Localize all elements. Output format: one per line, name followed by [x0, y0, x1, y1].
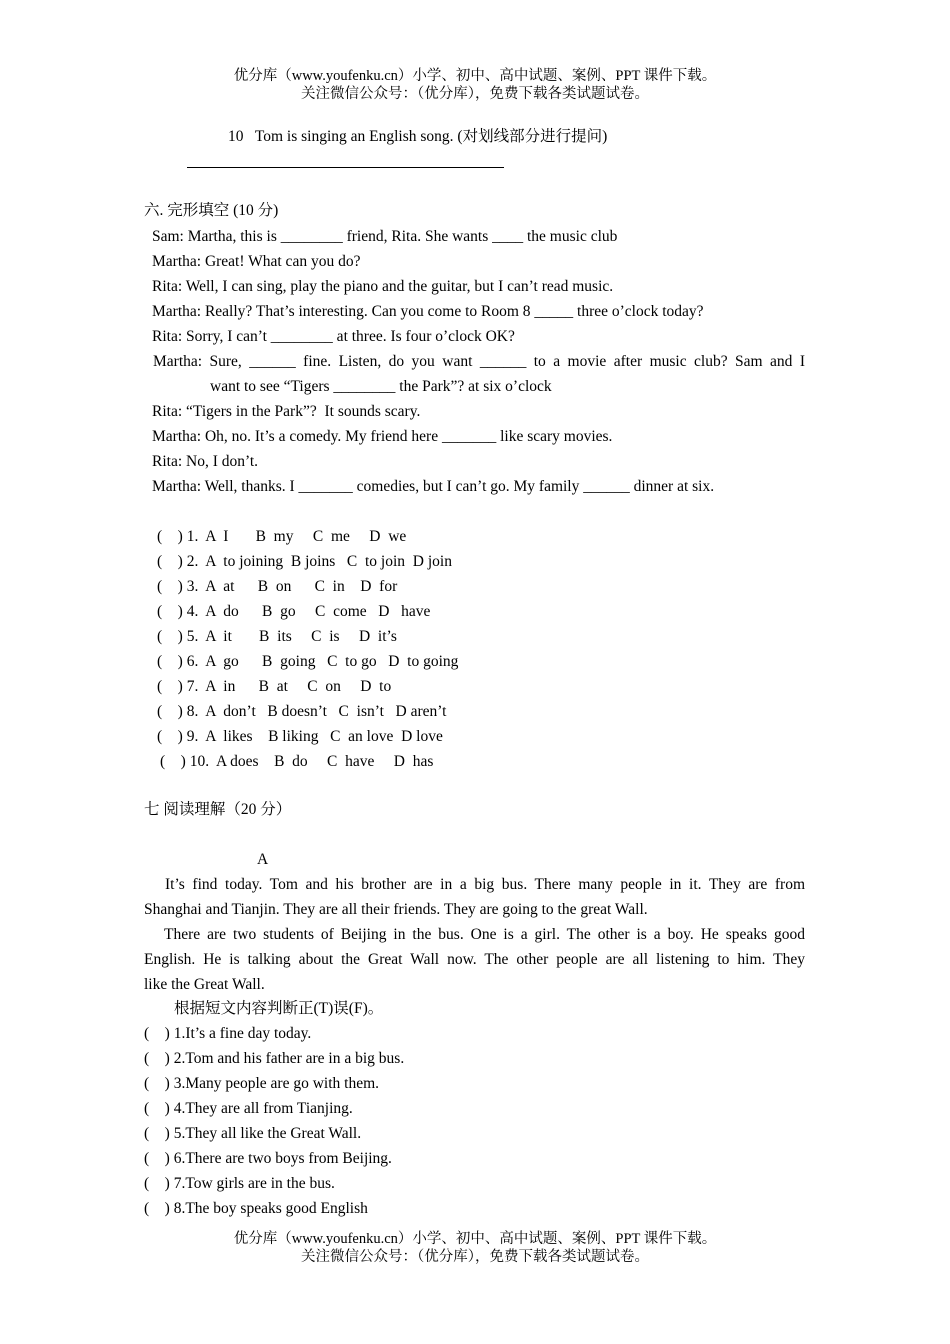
paragraph-2	[144, 922, 805, 997]
option-row: ( ) 1. A I B my C me D we	[157, 528, 407, 545]
dialogue-line: Rita: Sorry, I can’t ________ at three. Is four o’clock OK?	[152, 328, 515, 345]
tf-question: ( ) 1.It’s a fine day today.	[144, 1025, 312, 1042]
paragraph-1-line-2: Shanghai and Tianjin. They are all their friends. They are going to the great Wall.	[144, 901, 648, 918]
dialogue-line: Martha: Sure, ______ fine. Listen, do you want ______ to a movie after music club? Sam and I	[153, 353, 805, 370]
dialogue-line: Rita: Well, I can sing, play the piano and the guitar, but I can’t read music.	[152, 278, 614, 295]
dialogue-line: want to see “Tigers ________ the Park”? at six o’clock	[210, 378, 552, 395]
option-row: ( ) 3. A at B on C in D for	[157, 578, 398, 595]
tf-question: ( ) 5.They all like the Great Wall.	[144, 1125, 362, 1142]
answer-line	[187, 167, 504, 168]
paragraph-2-line-1: There are two students of Beijing in the bus. One is a girl. The other is a boy. He speaks good	[164, 926, 805, 943]
option-row: ( ) 7. A in B at C on D to	[157, 678, 392, 695]
option-row: ( ) 6. A go B going C to go D to going	[157, 653, 459, 670]
option-row: ( ) 10. A does B do C have D has	[160, 753, 434, 770]
paragraph-1-line-1: It’s find today. Tom and his brother are in a big bus. There many people in it. They are from	[165, 876, 805, 893]
paragraph-2-line-3: like the Great Wall.	[144, 976, 265, 993]
header-line-1: 优分库（www.youfenku.cn）小学、初中、高中试题、案例、PPT 课件下载。	[233, 68, 717, 84]
footer-line-1: 优分库（www.youfenku.cn）小学、初中、高中试题、案例、PPT 课件下载。	[233, 1231, 717, 1247]
dialogue-line: Rita: “Tigers in the Park”? It sounds scary.	[152, 403, 421, 420]
dialogue-line: Martha: Really? That’s interesting. Can you come to Room 8 _____ three o’clock today?	[152, 303, 704, 320]
section-6-title: 六. 完形填空 (10 分)	[144, 202, 279, 219]
dialogue-line: Martha: Well, thanks. I _______ comedies, but I can’t go. My family ______ dinner at six.	[152, 478, 715, 495]
header-line-2: 关注微信公众号：（优分库），免费下载各类试题试卷。	[301, 86, 649, 102]
option-row: ( ) 4. A do B go C come D have	[157, 603, 431, 620]
footer-line-2: 关注微信公众号：（优分库），免费下载各类试题试卷。	[301, 1249, 649, 1265]
dialogue-line: Rita: No, I don’t.	[152, 453, 259, 470]
tf-question: ( ) 2.Tom and his father are in a big bus.	[144, 1050, 405, 1067]
tf-question: ( ) 7.Tow girls are in the bus.	[144, 1175, 335, 1192]
passage-label: A	[257, 851, 269, 868]
tf-question: ( ) 8.The boy speaks good English	[144, 1200, 368, 1217]
option-row: ( ) 5. A it B its C is D it’s	[157, 628, 397, 645]
option-row: ( ) 9. A likes B liking C an love D love	[157, 728, 443, 745]
tf-question: ( ) 6.There are two boys from Beijing.	[144, 1150, 392, 1167]
paragraph-1	[144, 872, 805, 922]
tf-question: ( ) 3.Many people are go with them.	[144, 1075, 380, 1092]
question-10-text: 10 Tom is singing an English song. (对划线部分进行提问)	[228, 128, 608, 145]
option-row: ( ) 2. A to joining B joins C to join D join	[157, 553, 452, 570]
tf-question: ( ) 4.They are all from Tianjing.	[144, 1100, 353, 1117]
dialogue-line: Martha: Great! What can you do?	[152, 253, 361, 270]
dialogue-line: Martha: Oh, no. It’s a comedy. My friend here _______ like scary movies.	[152, 428, 613, 445]
dialogue-line: Sam: Martha, this is ________ friend, Rita. She wants ____ the music club	[152, 228, 618, 245]
tf-instruction: 根据短文内容判断正(T)误(F)。	[174, 1000, 384, 1017]
option-row: ( ) 8. A don’t B doesn’t C isn’t D aren’t	[157, 703, 447, 720]
paragraph-2-line-2: English. He is talking about the Great Wall now. The other people are all listening to him. They	[144, 951, 805, 968]
section-7-title: 七 阅读理解（20 分）	[144, 801, 292, 818]
